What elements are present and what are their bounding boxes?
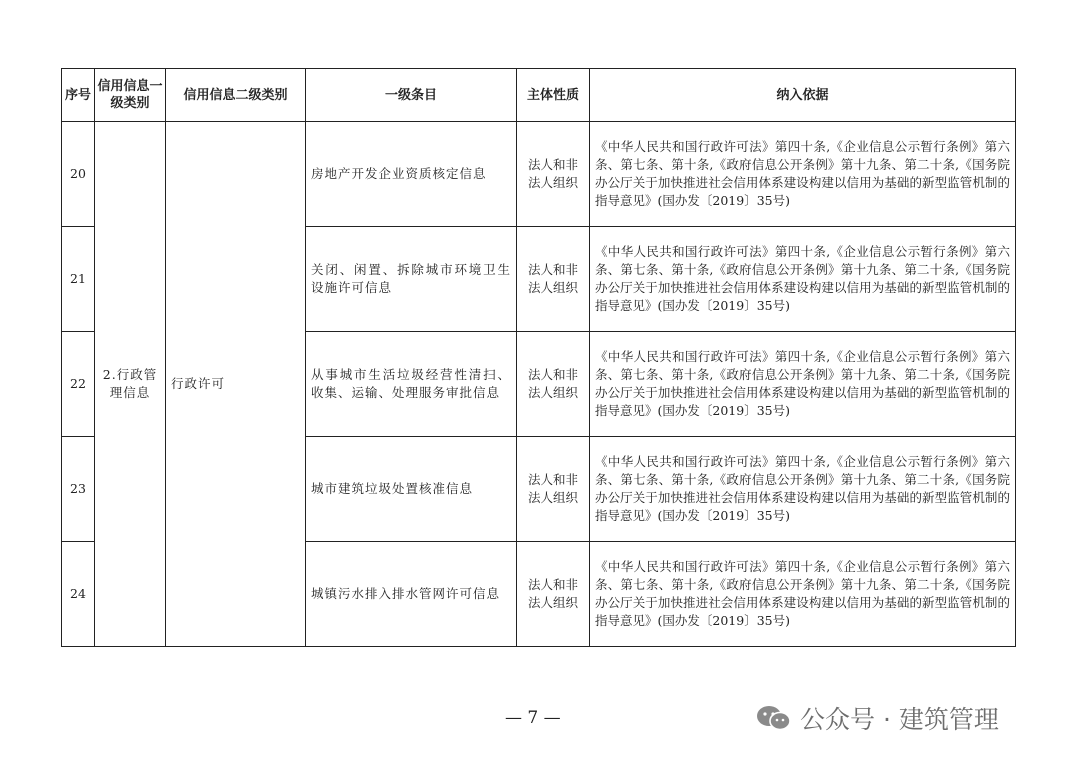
- row-nature: 法人和非法人组织: [517, 332, 590, 437]
- watermark: [756, 700, 999, 736]
- header-basis: 纳入依据: [590, 69, 1016, 122]
- row-seq: 23: [62, 437, 95, 542]
- row-nature: 法人和非法人组织: [517, 122, 590, 227]
- header-seq: 序号: [62, 69, 95, 122]
- table-header-row: [62, 69, 1016, 122]
- row-seq: 24: [62, 542, 95, 647]
- row-nature: 法人和非法人组织: [517, 542, 590, 647]
- row-item: 城市建筑垃圾处置核准信息: [306, 437, 517, 542]
- page-number: — 7 —: [505, 708, 561, 728]
- row-basis: 《中华人民共和国行政许可法》第四十条,《企业信息公示暂行条例》第六条、第七条、第十条,《政府信息公开条例》第十九条、第二十条,《国务院办公厅关于加快推进社会信用体系建设构建以信用为基础的新型监管机制的指导意见》(国办发〔2019〕35号): [590, 332, 1016, 437]
- row-nature: 法人和非法人组织: [517, 227, 590, 332]
- header-level2-category: 信用信息二级类别: [166, 69, 306, 122]
- row-nature: 法人和非法人组织: [517, 437, 590, 542]
- table-row: [62, 122, 1016, 227]
- group-level2-category: 行政许可: [166, 122, 306, 647]
- watermark-text: 公众号 · 建筑管理: [800, 705, 999, 734]
- row-item: 房地产开发企业资质核定信息: [306, 122, 517, 227]
- row-basis: 《中华人民共和国行政许可法》第四十条,《企业信息公示暂行条例》第六条、第七条、第十条,《政府信息公开条例》第十九条、第二十条,《国务院办公厅关于加快推进社会信用体系建设构建以信用为基础的新型监管机制的指导意见》(国办发〔2019〕35号): [590, 227, 1016, 332]
- header-level1-item: 一级条目: [306, 69, 517, 122]
- row-basis: 《中华人民共和国行政许可法》第四十条,《企业信息公示暂行条例》第六条、第七条、第十条,《政府信息公开条例》第十九条、第二十条,《国务院办公厅关于加快推进社会信用体系建设构建以信用为基础的新型监管机制的指导意见》(国办发〔2019〕35号): [590, 122, 1016, 227]
- row-seq: 20: [62, 122, 95, 227]
- row-item: 城镇污水排入排水管网许可信息: [306, 542, 517, 647]
- wechat-icon: [756, 704, 792, 732]
- row-seq: 22: [62, 332, 95, 437]
- row-basis: 《中华人民共和国行政许可法》第四十条,《企业信息公示暂行条例》第六条、第七条、第十条,《政府信息公开条例》第十九条、第二十条,《国务院办公厅关于加快推进社会信用体系建设构建以信用为基础的新型监管机制的指导意见》(国办发〔2019〕35号): [590, 542, 1016, 647]
- row-seq: 21: [62, 227, 95, 332]
- header-subject-nature: 主体性质: [517, 69, 590, 122]
- credit-info-table: [61, 68, 1016, 647]
- header-level1-category: 信用信息一级类别: [95, 69, 166, 122]
- row-item: 从事城市生活垃圾经营性清扫、收集、运输、处理服务审批信息: [306, 332, 517, 437]
- row-item: 关闭、闲置、拆除城市环境卫生设施许可信息: [306, 227, 517, 332]
- row-basis: 《中华人民共和国行政许可法》第四十条,《企业信息公示暂行条例》第六条、第七条、第十条,《政府信息公开条例》第十九条、第二十条,《国务院办公厅关于加快推进社会信用体系建设构建以信用为基础的新型监管机制的指导意见》(国办发〔2019〕35号): [590, 437, 1016, 542]
- group-level1-category: 2.行政管理信息: [95, 122, 166, 647]
